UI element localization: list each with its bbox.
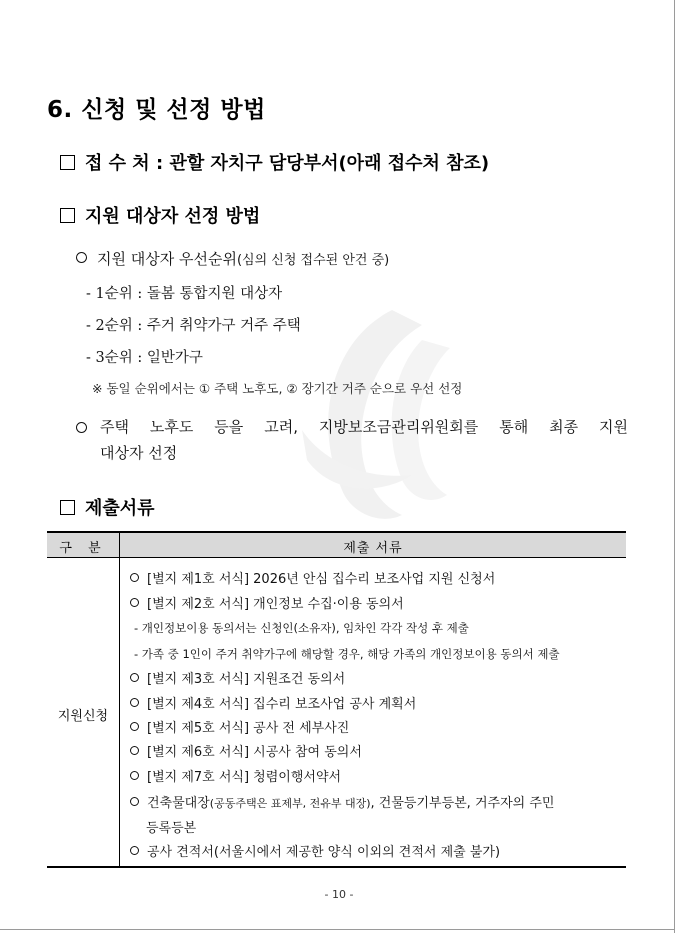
circle-bullet-icon xyxy=(130,797,139,806)
circle-bullet-icon xyxy=(130,698,139,707)
section-selection xyxy=(60,202,260,228)
page-number: - 10 - xyxy=(324,888,354,901)
table-row-text: [별지 제3호 서식] 지원조건 동의서 xyxy=(147,672,346,687)
table-row xyxy=(130,766,341,785)
table-row xyxy=(130,717,349,736)
final-selection-paragraph xyxy=(76,414,628,466)
priority-item: - 1순위 : 돌봄 통합지원 대상자 xyxy=(86,286,283,302)
building-register-rest: , 건물등기부등본, 거주자의 주민 xyxy=(370,796,555,811)
section-documents xyxy=(60,494,155,520)
table-header-documents: 제출 서류 xyxy=(343,541,403,556)
table-row-text: [별지 제2호 서식] 개인정보 수집·이용 동의서 xyxy=(147,597,404,612)
circle-bullet-icon xyxy=(130,673,139,682)
table-row xyxy=(130,841,500,860)
table-row-text: [별지 제4호 서식] 집수리 보조사업 공사 계획서 xyxy=(147,697,417,712)
page-heading: 6. 신청 및 선정 방법 xyxy=(47,97,266,123)
table-category-cell: 지원신청 xyxy=(57,709,109,724)
circle-bullet-icon xyxy=(130,846,139,855)
priority-item: - 2순위 : 주거 취약가구 거주 주택 xyxy=(86,318,301,334)
page-edge-right xyxy=(674,0,675,933)
section-reception-text: 접 수 처 : 관할 자치구 담당부서(아래 접수처 참조) xyxy=(85,153,490,174)
circle-bullet-icon xyxy=(130,598,139,607)
priority-title-note: (심의 신청 접수된 안건 중) xyxy=(236,253,390,268)
checkbox-square-icon xyxy=(60,208,75,223)
table-row-text: [별지 제5호 서식] 공사 전 세부사진 xyxy=(147,721,350,736)
section-documents-text: 제출서류 xyxy=(85,498,155,519)
table-row xyxy=(130,593,404,612)
checkbox-square-icon xyxy=(60,155,75,170)
table-row-sub: - 개인정보이용 동의서는 신청인(소유자), 임차인 각각 작성 후 제출 xyxy=(134,621,469,635)
building-register-note: (공동주택은 표제부, 전유부 대장) xyxy=(209,797,371,810)
building-register-text: 건축물대장 xyxy=(147,796,210,811)
table-row xyxy=(130,741,362,760)
table-row-text: [별지 제7호 서식] 청렴이행서약서 xyxy=(147,770,342,785)
priority-note: ※ 동일 순위에서는 ① 주택 노후도, ② 장기간 거주 순으로 우선 선정 xyxy=(92,381,463,396)
priority-title-text: 지원 대상자 우선순위 xyxy=(97,250,237,268)
table-row xyxy=(130,568,495,587)
section-reception xyxy=(60,149,489,175)
circle-bullet-icon xyxy=(130,722,139,731)
table-row-text: [별지 제6호 서식] 시공사 참여 동의서 xyxy=(147,745,362,760)
table-row xyxy=(130,792,554,811)
circle-bullet-icon xyxy=(76,252,87,263)
circle-bullet-icon xyxy=(130,771,139,780)
final-selection-line1: 주택 노후도 등을 고려, 지방보조금관리위원회를 통해 최종 지원 xyxy=(100,418,628,436)
table-row-text: [별지 제1호 서식] 2026년 안심 집수리 보조사업 지원 신청서 xyxy=(147,572,496,587)
circle-bullet-icon xyxy=(76,422,87,433)
table-row xyxy=(130,693,416,712)
priority-title xyxy=(76,248,389,269)
checkbox-square-icon xyxy=(60,500,75,515)
table-row xyxy=(130,668,345,687)
final-selection-line2: 대상자 선정 xyxy=(100,444,178,462)
circle-bullet-icon xyxy=(130,573,139,582)
table-bottom-rule xyxy=(47,866,626,868)
page-edge-bottom xyxy=(0,929,675,930)
estimate-text: 공사 견적서(서울시에서 제공한 양식 이외의 견적서 제출 불가) xyxy=(147,845,501,860)
priority-item: - 3순위 : 일반가구 xyxy=(86,350,203,366)
section-selection-text: 지원 대상자 선정 방법 xyxy=(85,206,261,227)
table-header-category: 구 분 xyxy=(59,541,107,556)
table-row-sub: - 가족 중 1인이 주거 취약가구에 해당할 경우, 해당 가족의 개인정보이용 동의서 제출 xyxy=(134,647,560,661)
table-column-divider xyxy=(119,533,120,867)
circle-bullet-icon xyxy=(130,746,139,755)
table-row-continuation: 등록등본 xyxy=(146,821,197,836)
